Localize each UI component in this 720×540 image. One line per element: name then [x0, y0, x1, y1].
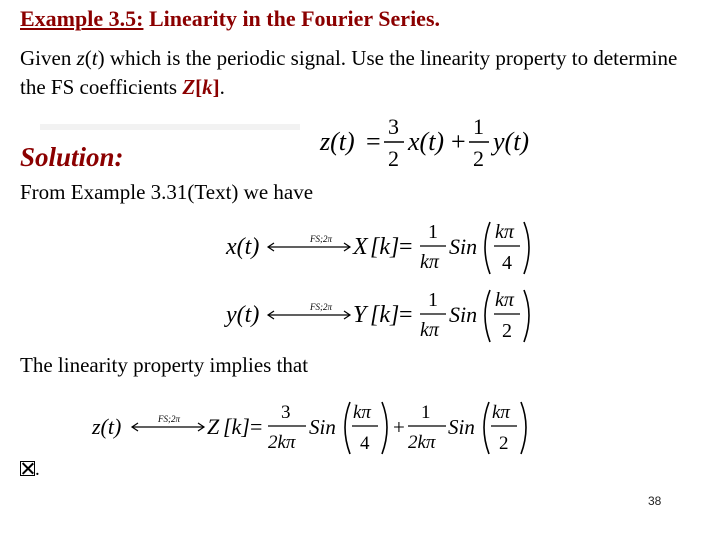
- k-var: k: [202, 75, 213, 99]
- Z-k-symbol: [182, 75, 219, 99]
- linearity-implies-text: The linearity property implies that: [20, 353, 309, 377]
- paren-left: [484, 402, 489, 454]
- eq-z-lhs: z(t): [320, 127, 355, 156]
- equation-x-fs: [222, 214, 536, 280]
- paren-left: [345, 402, 350, 454]
- eq-final-k: [k]: [223, 414, 250, 439]
- equation-z-fs-result: [88, 392, 528, 462]
- eq-z-den2: 2: [473, 146, 484, 171]
- eq-final-plus: +: [393, 415, 405, 439]
- eq-final-equals: =: [250, 414, 263, 439]
- eq-z-num2: 1: [473, 114, 484, 139]
- eq-final-den1: 2kπ: [268, 432, 296, 453]
- period: .: [219, 75, 225, 99]
- bullet-line: [20, 459, 40, 481]
- eq-z-plus: +: [451, 127, 466, 156]
- eq-y-arg-num: kπ: [495, 289, 514, 311]
- eq-y-num: 1: [428, 289, 438, 311]
- paren-open: (: [84, 46, 92, 70]
- divider: [40, 124, 300, 130]
- eq-y-lhs: y(t): [226, 302, 260, 328]
- equation-y-fs: [222, 282, 536, 348]
- Z-var: Z: [182, 75, 196, 99]
- eq-final-arg1-den: 4: [360, 433, 370, 454]
- eq-final-den2: 2kπ: [408, 432, 436, 453]
- paren-close: ): [97, 46, 105, 70]
- eq-z-num1: 3: [388, 114, 399, 139]
- eq-y-arrow-label: FS;2π: [310, 302, 333, 312]
- eq-final-sin1: Sin: [309, 415, 336, 439]
- problem-text-post: which is the periodic signal. Use the linearity property to determine the FS coefficients: [20, 46, 678, 99]
- bracket-close: ]: [212, 75, 220, 99]
- example-label: Example 3.5:: [20, 6, 144, 31]
- eq-z-equals: =: [366, 127, 381, 156]
- solution-heading: Solution:: [20, 142, 124, 172]
- slide-title: [20, 6, 440, 32]
- paren-left: [485, 222, 490, 274]
- z-var: z: [76, 46, 85, 70]
- eq-x-sin: Sin: [449, 234, 478, 259]
- eq-x-k: [k]: [370, 234, 400, 260]
- t-var: t: [91, 46, 98, 70]
- eq-x-lhs: x(t): [226, 234, 260, 260]
- bullet-tail: .: [35, 459, 40, 480]
- eq-z-y: y(t): [493, 127, 530, 156]
- eq-final-arg2-den: 2: [499, 433, 509, 454]
- eq-y-sin: Sin: [449, 302, 478, 327]
- bracket-open: [: [195, 75, 203, 99]
- eq-y-k: [k]: [370, 302, 400, 328]
- eq-final-arrow-label: FS;2π: [158, 414, 181, 424]
- page-number: 38: [648, 494, 662, 508]
- paren-right: [524, 222, 529, 274]
- paren-right: [382, 402, 387, 454]
- paren-right: [521, 402, 526, 454]
- eq-y-equals: =: [399, 302, 413, 328]
- eq-y-den: kπ: [420, 319, 439, 341]
- eq-final-arg1-num: kπ: [353, 402, 371, 423]
- eq-x-arg-num: kπ: [495, 221, 514, 243]
- paren-right: [524, 290, 529, 342]
- eq-x-X: X: [353, 234, 368, 260]
- title-text: Linearity in the Fourier Series.: [148, 6, 441, 31]
- eq-final-arg2-num: kπ: [492, 402, 510, 423]
- eq-final-sin2: Sin: [448, 415, 475, 439]
- eq-x-arg-den: 4: [502, 252, 512, 274]
- eq-x-equals: =: [399, 234, 413, 260]
- checkbox-x-icon: [20, 461, 35, 476]
- eq-z-den1: 2: [388, 146, 399, 171]
- eq-final-num1: 3: [281, 402, 291, 423]
- paren-left: [485, 290, 490, 342]
- eq-final-num2: 1: [421, 402, 431, 423]
- eq-final-lhs: z(t): [92, 414, 122, 439]
- eq-y-Y: Y: [353, 302, 367, 328]
- problem-text-pre: Given: [20, 46, 77, 70]
- problem-statement: [20, 44, 690, 102]
- eq-x-num: 1: [428, 221, 438, 243]
- eq-y-arg-den: 2: [502, 320, 512, 342]
- equation-z-definition: [318, 110, 538, 174]
- eq-z-x: x(t): [408, 127, 445, 156]
- eq-x-arrow-label: FS;2π: [310, 234, 333, 244]
- eq-final-Z: Z: [207, 414, 220, 439]
- eq-x-den: kπ: [420, 251, 439, 273]
- from-example-text: From Example 3.31(Text) we have: [20, 180, 314, 204]
